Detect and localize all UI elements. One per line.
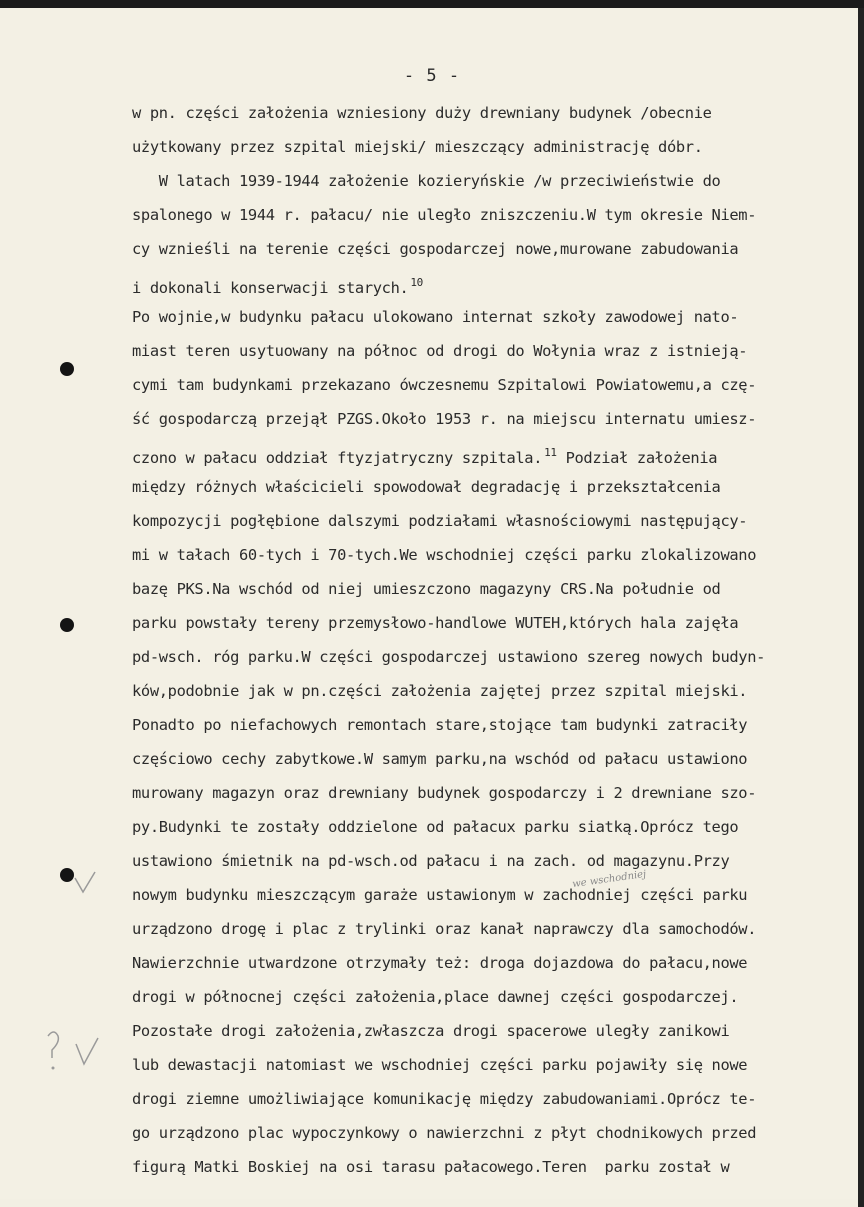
text-line: nowym budynku mieszczącym garaże ustawionym w zachodniej części parku xyxy=(132,886,748,904)
text-line: cy wznieśli na terenie części gospodarczej nowe,murowane zabudowania xyxy=(132,240,739,258)
text-line: py.Budynki te zostały oddzielone od pałacux parku siatką.Oprócz tego xyxy=(132,818,739,836)
text-line: figurą Matki Boskiej na osi tarasu pałacowego.Teren parku został w xyxy=(132,1158,730,1176)
text-line: Ponadto po niefachowych remontach stare,stojące tam budynki zatraciły xyxy=(132,716,748,734)
scan-edge xyxy=(858,8,864,1207)
text-line: go urządzono plac wypoczynkowy o nawierzchni z płyt chodnikowych przed xyxy=(132,1124,757,1142)
body-text xyxy=(132,96,852,1184)
text-line: lub dewastacji natomiast we wschodniej części parku pojawiły się nowe xyxy=(132,1056,748,1074)
text-line: parku powstały tereny przemysłowo-handlowe WUTEH,których hala zajęła xyxy=(132,614,739,632)
text-line-with-footnote xyxy=(132,436,852,470)
text-line: ustawiono śmietnik na pd-wsch.od pałacu i na zach. od magazynu.Przy xyxy=(132,852,730,870)
text-line: ść gospodarczą przejął PZGS.Około 1953 r. na miejscu internatu umiesz- xyxy=(132,410,757,428)
text-line: w pn. części założenia wzniesiony duży drewniany budynek /obecnie xyxy=(132,104,712,122)
text-line: drogi w północnej części założenia,place dawnej części gospodarczej. xyxy=(132,988,739,1006)
text-line: Pozostałe drogi założenia,zwłaszcza drogi spacerowe uległy zanikowi xyxy=(132,1022,730,1040)
footnote-ref-11: 11 xyxy=(544,446,557,459)
text-line: urządzono drogę i plac z trylinki oraz kanał naprawczy dla samochodów. xyxy=(132,920,757,938)
text-line: kompozycji pogłębione dalszymi podziałami własnościowymi następujący- xyxy=(132,512,748,530)
text-line: spalonego w 1944 r. pałacu/ nie uległo zniszczeniu.W tym okresie Niem- xyxy=(132,206,757,224)
text-line: użytkowany przez szpital miejski/ mieszczący administrację dóbr. xyxy=(132,138,703,156)
text-line: czono w pałacu oddział ftyzjatryczny szpitala. xyxy=(132,449,543,467)
punch-hole xyxy=(60,618,74,632)
text-line: ków,podobnie jak w pn.części założenia zajętej przez szpital miejski. xyxy=(132,682,748,700)
text-line: W latach 1939-1944 założenie kozieryńskie /w przeciwieństwie do xyxy=(132,172,721,190)
text-line: bazę PKS.Na wschód od niej umieszczono magazyny CRS.Na południe od xyxy=(132,580,721,598)
text-line: i dokonali konserwacji starych. xyxy=(132,279,409,297)
pencil-check-icon xyxy=(72,870,98,896)
handwritten-annotation: we wschodniej xyxy=(571,868,647,891)
punch-hole xyxy=(60,362,74,376)
text-line: częściowo cechy zabytkowe.W samym parku,na wschód od pałacu ustawiono xyxy=(132,750,748,768)
footnote-ref-10: 10 xyxy=(410,276,423,289)
text-line-tail: Podział założenia xyxy=(556,449,718,467)
text-line: mi w tałach 60-tych i 70-tych.We wschodniej części parku zlokalizowano xyxy=(132,546,757,564)
page-number: - 5 - xyxy=(403,66,461,86)
text-line: cymi tam budynkami przekazano ówczesnemu Szpitalowi Powiatowemu,a czę- xyxy=(132,376,757,394)
text-line: Nawierzchnie utwardzone otrzymały też: droga dojazdowa do pałacu,nowe xyxy=(132,954,748,972)
punch-hole xyxy=(60,868,74,882)
text-line: Po wojnie,w budynku pałacu ulokowano internat szkoły zawodowej nato- xyxy=(132,308,739,326)
text-line-with-footnote xyxy=(132,266,852,300)
text-line: drogi ziemne umożliwiające komunikację między zabudowaniami.Oprócz te- xyxy=(132,1090,757,1108)
pencil-question-check-icon xyxy=(42,1028,102,1074)
text-line: miast teren usytuowany na północ od drogi do Wołynia wraz z istnieją- xyxy=(132,342,748,360)
text-line: między różnych właścicieli spowodował degradację i przekształcenia xyxy=(132,478,721,496)
text-line: murowany magazyn oraz drewniany budynek gospodarczy i 2 drewniane szo- xyxy=(132,784,757,802)
text-line: pd-wsch. róg parku.W części gospodarczej ustawiono szereg nowych budyn- xyxy=(132,648,766,666)
